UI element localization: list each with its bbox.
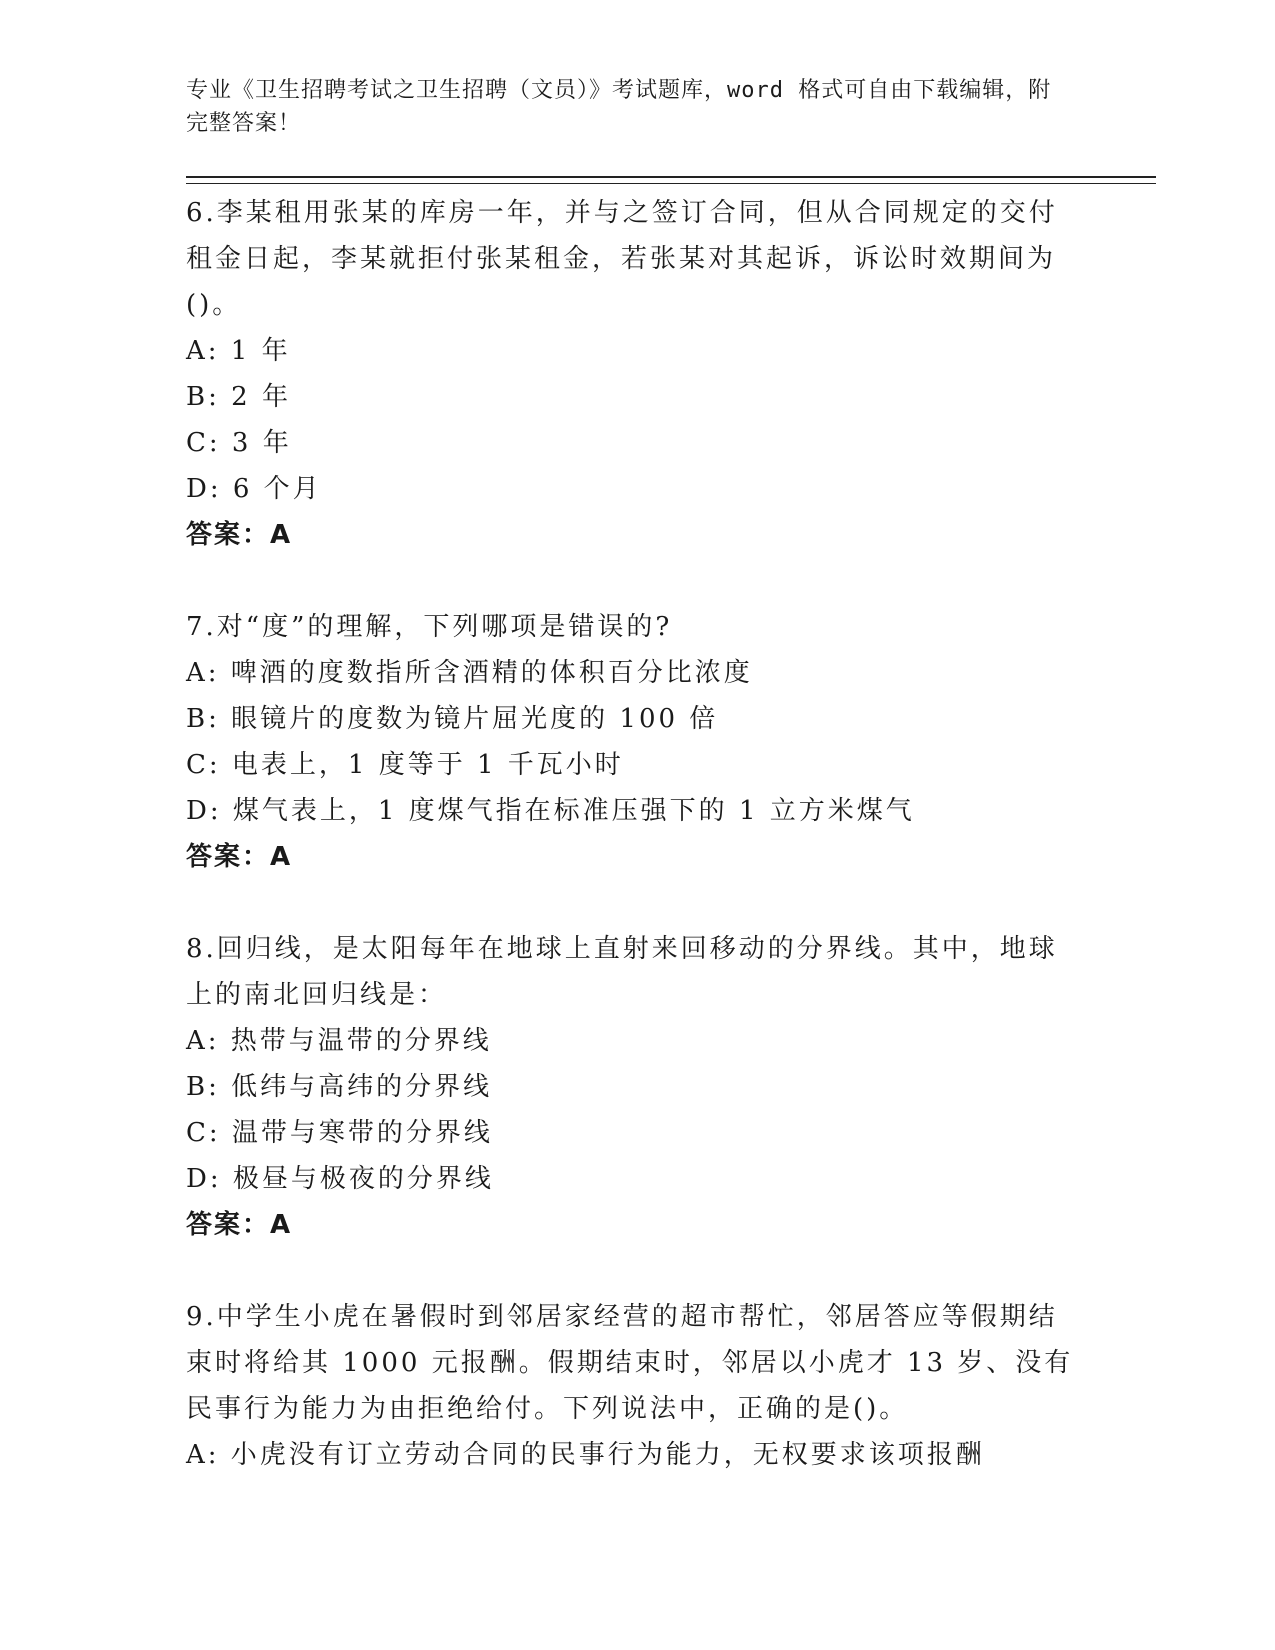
question-7 bbox=[186, 604, 1086, 880]
option-c: C: 温带与寒带的分界线 bbox=[186, 1118, 493, 1148]
question-text: 6.李某租用张某的库房一年，并与之签订合同，但从合同规定的交付租金日起，李某就拒付张某租金，若张某对其起诉，诉讼时效期间为()。 bbox=[186, 198, 1058, 320]
option-c: C: 电表上，1 度等于 1 千瓦小时 bbox=[186, 750, 624, 780]
question-6 bbox=[186, 190, 1086, 558]
option-a: A: 1 年 bbox=[186, 336, 291, 366]
option-d: D: 煤气表上，1 度煤气指在标准压强下的 1 立方米煤气 bbox=[186, 796, 915, 826]
option-d: D: 6 个月 bbox=[186, 474, 322, 504]
option-a: A: 小虎没有订立劳动合同的民事行为能力，无权要求该项报酬 bbox=[186, 1440, 985, 1470]
answer: 答案：A bbox=[186, 1210, 293, 1240]
option-a: A: 热带与温带的分界线 bbox=[186, 1026, 492, 1056]
document-header: 专业《卫生招聘考试之卫生招聘（文员）》考试题库，word 格式可自由下载编辑，附完整答案！ bbox=[186, 78, 1052, 136]
option-b: B: 低纬与高纬的分界线 bbox=[186, 1072, 493, 1102]
header-divider-thin bbox=[186, 183, 1156, 184]
option-b: B: 2 年 bbox=[186, 382, 291, 412]
question-text: 8.回归线，是太阳每年在地球上直射来回移动的分界线。其中，地球上的南北回归线是： bbox=[186, 934, 1058, 1010]
option-d: D: 极昼与极夜的分界线 bbox=[186, 1164, 494, 1194]
answer: 答案：A bbox=[186, 520, 293, 550]
question-9 bbox=[186, 1294, 1086, 1478]
answer: 答案：A bbox=[186, 842, 293, 872]
question-list bbox=[186, 190, 1086, 1478]
question-text: 9.中学生小虎在暑假时到邻居家经营的超市帮忙，邻居答应等假期结束时将给其 1000 元报酬。假期结束时，邻居以小虎才 13 岁、没有民事行为能力为由拒绝给付。下列说法中，正确的是()。 bbox=[186, 1302, 1074, 1424]
option-c: C: 3 年 bbox=[186, 428, 292, 458]
option-b: B: 眼镜片的度数为镜片屈光度的 100 倍 bbox=[186, 704, 719, 734]
option-a: A: 啤酒的度数指所含酒精的体积百分比浓度 bbox=[186, 658, 753, 688]
question-8 bbox=[186, 926, 1086, 1248]
header-divider-thick bbox=[186, 176, 1156, 178]
question-text: 7.对“度”的理解，下列哪项是错误的? bbox=[186, 612, 673, 642]
